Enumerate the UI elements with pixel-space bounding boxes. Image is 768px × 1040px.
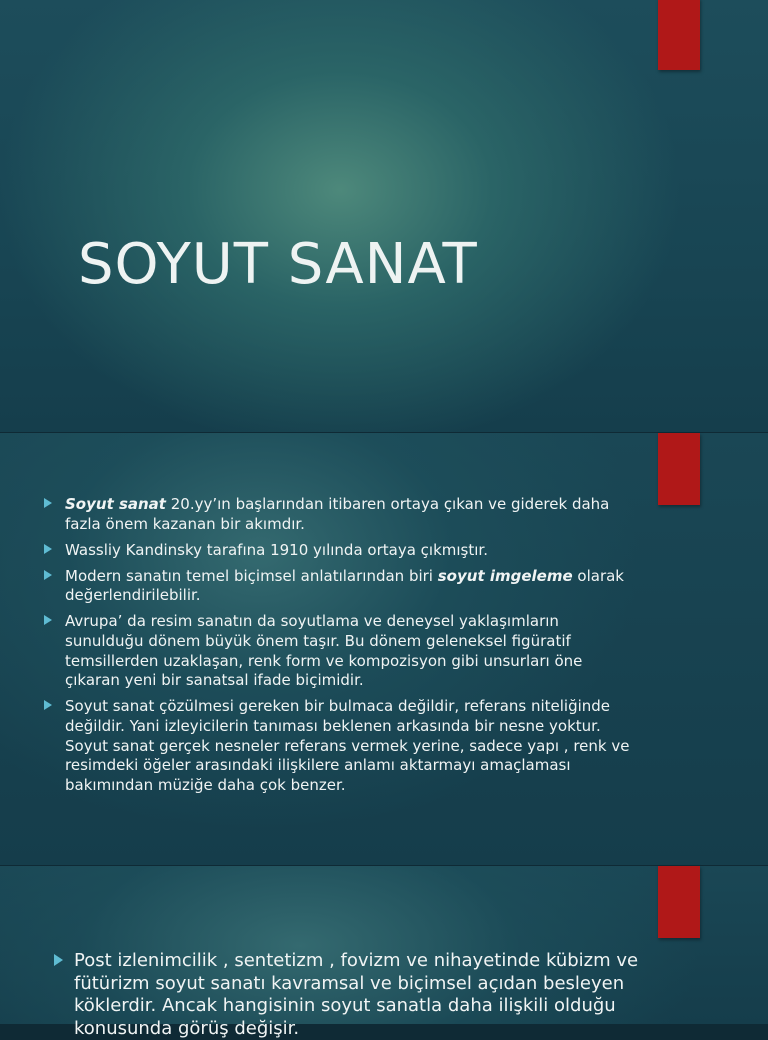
bullet-text: 20.yy’ın başlarından itibaren ortaya çıkan ve giderek daha fazla önem kazanan bir akımdır. — [65, 495, 610, 533]
bullet-item — [44, 697, 634, 795]
bullet-item — [44, 541, 634, 561]
red-accent-tab — [658, 433, 700, 505]
bullet-text: Avrupa’ da resim sanatın da soyutlama ve deneysel yaklaşımların sunulduğu dönem büyük önem taşır. Bu dönem geleneksel figüratif temsillerden uzaklaşan, renk form ve kompozisyon gibi unsurları öne çıkaran yeni bir sanatsal ifade biçimidir. — [65, 612, 583, 690]
slide-content — [0, 433, 768, 865]
bullet-list — [54, 950, 664, 1040]
red-accent-tab — [658, 0, 700, 70]
bullet-arrow-icon — [44, 544, 52, 554]
bullet-text: olarak değerlendirilebilir. — [65, 566, 624, 605]
bullet-text: Modern sanatın temel biçimsel anlatılarından biri — [65, 566, 438, 585]
bullet-arrow-icon — [44, 498, 52, 508]
bullet-item — [44, 612, 634, 690]
slide-content-2 — [0, 866, 768, 1039]
slide-title — [0, 0, 768, 432]
bullet-text: Soyut sanat çözülmesi gereken bir bulmaca değildir, referans niteliğinde değildir. Yani izleyicilerin tanıması beklenen arkasında bir nesne yoktur. Soyut sanat gerçek nesneler referans vermek yerine, sadece yapı , renk ve resimdeki öğeler arasındaki ilişkilere anlamı aktarmayı amaçlaması bakımından müziğe daha çok benzer. — [65, 697, 630, 794]
bullet-text: Post izlenimcilik , sentetizm , fovizm ve nihayetinde kübizm ve fütürizm soyut sanatı kavramsal ve biçimsel açıdan besleyen köklerdir. Ancak hangisinin soyut sanatla daha ilişkili olduğu konusunda görüş değişir. — [74, 950, 639, 1039]
emphasis-text: soyut imgeleme — [437, 566, 573, 585]
bullet-arrow-icon — [44, 570, 52, 580]
bullet-list — [44, 495, 634, 802]
bullet-arrow-icon — [44, 615, 52, 625]
bullet-arrow-icon — [44, 700, 52, 710]
emphasis-text: Soyut sanat — [65, 495, 166, 513]
bullet-text: Wassliy Kandinsky tarafına 1910 yılında ortaya çıkmıştır. — [65, 540, 488, 559]
slide-title-text: SOYUT SANAT — [78, 232, 478, 297]
bullet-item — [44, 495, 634, 534]
bullet-item — [44, 567, 634, 606]
bullet-arrow-icon — [54, 954, 63, 966]
bullet-item — [54, 950, 664, 1040]
red-accent-tab — [658, 866, 700, 938]
